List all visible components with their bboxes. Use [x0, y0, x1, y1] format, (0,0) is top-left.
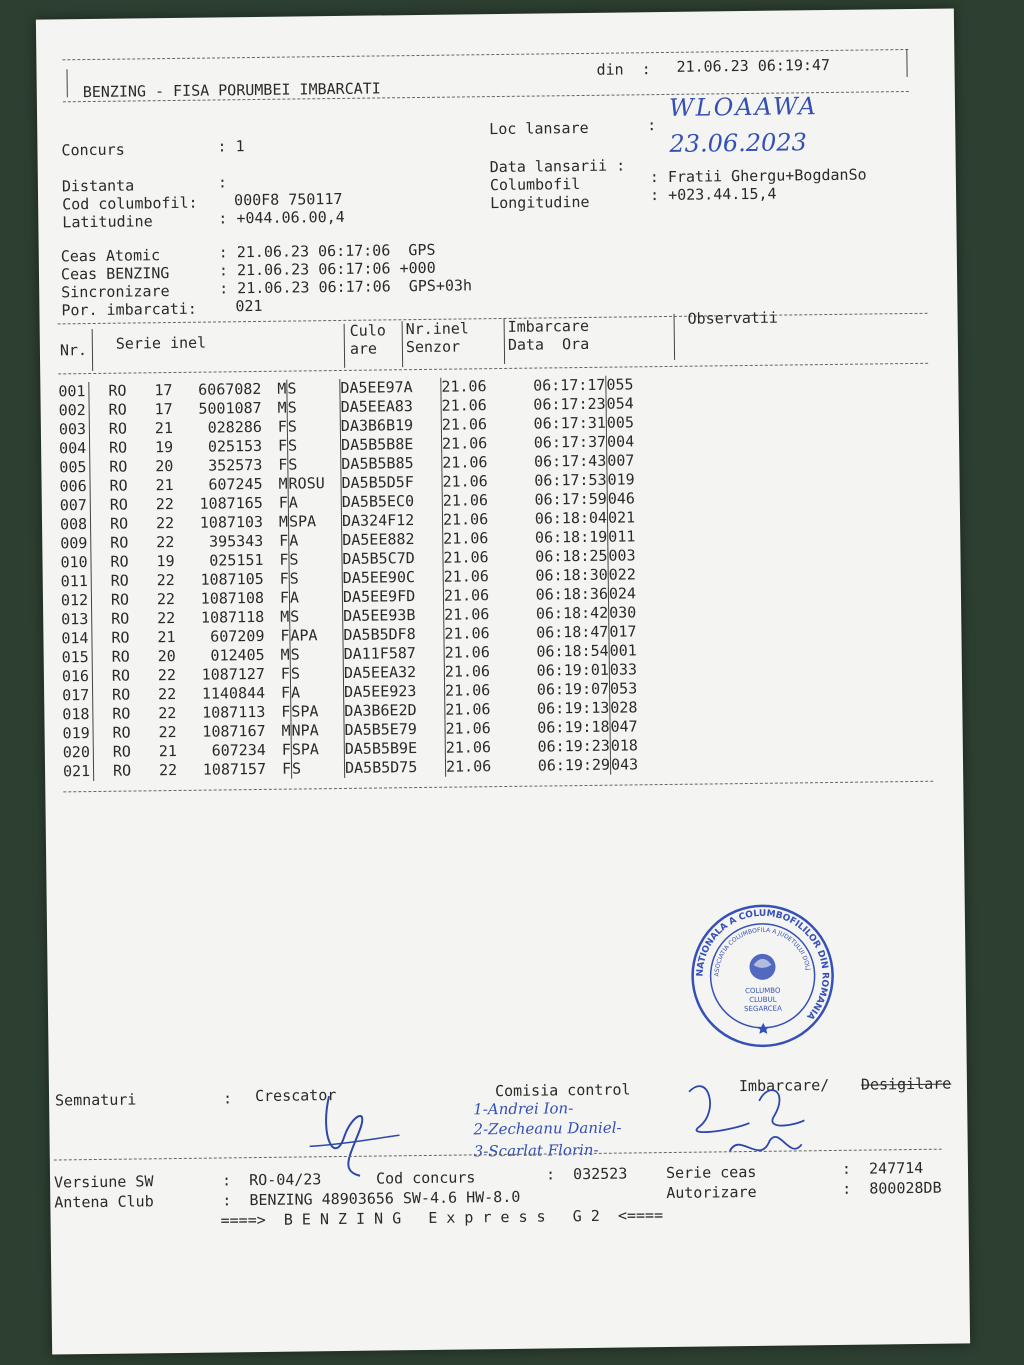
row-chip: DA5B5EC0	[341, 492, 442, 512]
row-observation: 030	[609, 603, 670, 623]
row-nr: 017	[62, 686, 93, 705]
row-color: S	[287, 379, 340, 399]
row-serial: 025153	[207, 436, 263, 456]
row-nr: 001	[58, 382, 89, 401]
row-serial: 5001087	[198, 398, 262, 418]
row-sex: F	[281, 740, 291, 759]
row-year: 20	[155, 457, 174, 476]
row-observation: 019	[607, 470, 668, 490]
row-date: 21.06	[444, 643, 513, 663]
row-sex: M	[277, 379, 287, 398]
desigilare-label: Desigilare	[860, 1074, 952, 1094]
row-nr: 002	[59, 401, 90, 420]
row-serial: 1087103	[199, 512, 264, 532]
latitudine-label: Latitudine	[62, 212, 153, 232]
row-year: 21	[155, 476, 174, 495]
row-sex: F	[277, 436, 288, 455]
row-year: 22	[158, 722, 177, 742]
row-chip: DA5EE882	[342, 530, 443, 550]
row-chip: DA5B5DF8	[343, 625, 444, 645]
row-country: RO	[109, 514, 129, 533]
row-observation: 022	[608, 565, 669, 585]
member-signature-2	[759, 1090, 804, 1126]
row-chip: DA5EEA83	[340, 397, 441, 417]
data-lansarii-handwritten: 23.06.2023	[669, 128, 808, 158]
row-chip: DA5EEA32	[343, 663, 444, 683]
row-sex: F	[279, 569, 289, 588]
row-chip: DA5B5B9E	[344, 739, 445, 759]
row-country: RO	[111, 647, 130, 666]
cod-concurs-label: Cod concurs	[375, 1168, 476, 1188]
col-divider	[402, 321, 404, 367]
loc-lansare-label: Loc lansare	[489, 118, 589, 139]
row-serial: 1087105	[200, 569, 264, 589]
row-observation: 005	[606, 413, 667, 433]
row-nr: 003	[59, 420, 90, 439]
row-observation: 007	[607, 451, 668, 471]
row-country: RO	[109, 457, 128, 476]
versiune-value: : RO-04/23	[221, 1170, 322, 1190]
row-country: RO	[112, 704, 131, 723]
row-time: 06:19:13	[536, 698, 610, 718]
stamp-outer-text: NATIONALA A COLUMBOFILILOR DIN ROMANIA	[695, 908, 830, 1022]
row-time: 06:17:59	[534, 489, 607, 509]
document-title: BENZING - FISA PORUMBEI IMBARCATI	[82, 79, 381, 102]
row-observation: 003	[608, 546, 669, 566]
col-divider	[92, 329, 94, 371]
row-year: 19	[154, 438, 174, 457]
din-label: din :	[596, 60, 651, 79]
row-time: 06:19:23	[537, 736, 610, 756]
col-header-data-ora: Data Ora	[507, 334, 590, 354]
row-year: 22	[157, 665, 177, 685]
row-date: 21.06	[442, 453, 511, 473]
row-country: RO	[109, 495, 128, 514]
row-serial: 6067082	[198, 379, 262, 399]
row-serial: 607245	[208, 474, 263, 494]
loc-lansare-handwritten: WLOAAWA	[668, 92, 818, 122]
row-observation: 053	[609, 679, 670, 699]
row-color: S	[290, 607, 343, 627]
row-time: 06:18:54	[536, 641, 609, 661]
row-nr: 005	[59, 458, 90, 477]
row-chip: DA5B5E79	[344, 720, 445, 740]
row-sex: M	[277, 398, 287, 417]
col-header-nrinel: Nr.inel	[405, 319, 470, 339]
row-color: S	[287, 398, 340, 418]
row-nr: 019	[62, 724, 93, 743]
row-country: RO	[110, 590, 130, 609]
row-date: 21.06	[445, 700, 514, 720]
row-nr: 011	[61, 572, 92, 591]
row-year: 21	[157, 627, 176, 647]
row-date: 21.06	[442, 472, 511, 492]
row-year: 22	[158, 760, 178, 780]
cod-concurs-value: : 032523	[545, 1164, 628, 1184]
row-color: S	[290, 645, 343, 665]
row-sex: M	[281, 721, 291, 740]
row-sex: F	[281, 759, 292, 778]
row-chip: DA5B5D5F	[341, 473, 442, 493]
row-time: 06:18:19	[534, 527, 608, 547]
row-country: RO	[112, 761, 132, 780]
row-time: 06:18:36	[535, 584, 609, 604]
row-serial: 1087113	[202, 702, 266, 722]
row-serial: 607209	[210, 626, 265, 646]
row-year: 21	[158, 741, 177, 761]
benzing-banner: ====> B E N Z I N G E x p r e s s G 2 <====	[220, 1206, 664, 1230]
row-country: RO	[108, 438, 128, 457]
stamp-center-line-2: CLUBUL	[749, 995, 777, 1005]
row-nr: 020	[63, 743, 94, 762]
sincronizare-label: Sincronizare	[61, 282, 170, 302]
row-chip: DA5B5B85	[341, 454, 442, 474]
row-time: 06:18:42	[535, 603, 609, 623]
member-signature-1	[689, 1086, 750, 1133]
col-divider	[344, 324, 346, 368]
row-date: 21.06	[443, 567, 512, 587]
row-time: 06:19:07	[536, 679, 610, 699]
row-color: S	[290, 664, 343, 684]
row-nr: 007	[60, 496, 91, 515]
loc-lansare-colon: :	[647, 116, 657, 135]
row-sex: F	[278, 493, 288, 512]
row-chip: DA11F587	[343, 644, 444, 664]
row-time: 06:18:04	[534, 508, 608, 528]
serie-ceas-label: Serie ceas	[665, 1162, 757, 1183]
row-chip: DA5EE923	[344, 682, 445, 702]
table-bottom-rule	[63, 781, 933, 793]
row-nr: 004	[59, 439, 90, 458]
row-date: 21.06	[443, 529, 512, 549]
printed-sheet	[36, 8, 970, 1354]
row-country: RO	[111, 628, 130, 647]
row-sex: M	[280, 645, 290, 664]
row-year: 21	[154, 419, 174, 438]
row-serial: 1087127	[201, 664, 265, 684]
row-chip: DA3B6B19	[340, 416, 441, 436]
row-chip: DA5B5D75	[344, 758, 445, 778]
row-color: A	[288, 493, 341, 513]
row-year: 22	[155, 495, 174, 514]
row-serial: 352573	[208, 455, 263, 475]
row-country: RO	[112, 723, 131, 742]
row-year: 20	[157, 646, 176, 666]
row-color: ROSU	[288, 474, 341, 494]
row-year: 22	[156, 590, 176, 609]
versiune-label: Versiune SW	[53, 1172, 154, 1192]
row-nr: 010	[60, 553, 91, 572]
row-observation: 021	[607, 508, 668, 528]
row-year: 17	[154, 400, 173, 419]
row-serial: 1087118	[200, 607, 265, 627]
row-time: 06:18:30	[535, 565, 608, 585]
data-lansarii-label: Data lansarii :	[489, 156, 626, 177]
row-observation: 046	[607, 489, 668, 509]
row-year: 22	[156, 571, 175, 590]
table-header-rule	[58, 363, 928, 375]
col-header-culo: Culo	[349, 321, 386, 340]
row-date: 21.06	[441, 434, 510, 454]
row-chip: DA5EE90C	[342, 568, 443, 588]
row-observation: 024	[608, 584, 669, 604]
row-sex: F	[277, 417, 287, 436]
crescator-label: Crescator	[254, 1086, 337, 1106]
row-serial: 1087167	[202, 721, 266, 741]
row-nr: 015	[62, 648, 93, 667]
row-date: 21.06	[442, 510, 511, 530]
row-time: 06:19:01	[536, 660, 609, 680]
row-year: 22	[155, 514, 175, 533]
antena-label: Antena Club	[54, 1192, 154, 1212]
row-country: RO	[108, 400, 127, 419]
row-sex: F	[278, 455, 288, 474]
row-observation: 055	[606, 375, 667, 395]
row-sex: F	[280, 626, 290, 645]
row-date: 21.06	[441, 415, 510, 435]
row-country: RO	[108, 381, 127, 400]
row-color: A	[291, 683, 344, 703]
row-country: RO	[108, 419, 128, 438]
row-country: RO	[111, 666, 131, 685]
row-time: 06:17:53	[534, 470, 607, 490]
autorizare-label: Autorizare	[666, 1182, 757, 1203]
row-color: S	[287, 436, 340, 456]
concurs-label: Concurs	[61, 140, 125, 160]
row-date: 21.06	[444, 624, 513, 644]
imbarcare-label: Imbarcare/	[738, 1076, 830, 1096]
col-header-serie: Serie inel	[115, 333, 207, 353]
row-color: S	[289, 550, 342, 570]
stamp-inner-text: ASOCIATIA COLUMBOFILA A JUDETULUI DOLJ	[713, 926, 812, 977]
row-date: 21.06	[442, 491, 511, 511]
col-header-are: are	[349, 339, 378, 358]
row-serial: 607234	[211, 740, 266, 760]
row-year: 17	[154, 381, 173, 400]
row-country: RO	[110, 552, 129, 571]
row-date: 21.06	[443, 586, 512, 606]
row-color: S	[291, 759, 344, 779]
longitudine-value: : +023.44.15,4	[649, 184, 777, 205]
row-color: S	[289, 569, 342, 589]
club-stamp	[687, 900, 839, 1052]
row-time: 06:18:47	[536, 622, 609, 642]
row-year: 22	[158, 703, 177, 723]
row-sex: F	[281, 702, 291, 721]
row-sex: M	[278, 512, 289, 531]
row-sex: M	[280, 607, 290, 626]
ceas-benzing-value: : 21.06.23 06:17:06 +000	[218, 258, 436, 280]
row-time: 06:17:17	[533, 375, 606, 395]
row-nr: 009	[60, 534, 91, 553]
commission-member-3: 3-Scarlat Florin-	[473, 1140, 599, 1161]
row-country: RO	[109, 476, 128, 495]
row-sex: F	[279, 531, 289, 550]
row-year: 19	[156, 552, 175, 571]
porumbei-imbarcati-value: 021	[235, 296, 263, 316]
row-nr: 021	[63, 762, 94, 781]
row-date: 21.06	[444, 662, 513, 682]
row-serial: 012405	[210, 645, 265, 665]
comisia-label: Comisia control	[494, 1080, 631, 1101]
row-date: 21.06	[441, 396, 510, 416]
row-year: 22	[156, 533, 175, 552]
row-nr: 013	[61, 610, 92, 629]
row-observation: 033	[609, 660, 670, 680]
row-serial: 025151	[209, 550, 264, 570]
longitudine-label: Longitudine	[490, 192, 590, 213]
row-country: RO	[110, 571, 129, 590]
distanta-label: Distanta	[61, 176, 135, 196]
row-nr: 012	[61, 591, 92, 610]
autorizare-value: : 800028DB	[842, 1178, 942, 1198]
serie-ceas-value: : 247714	[841, 1158, 924, 1178]
col-header-imbarcare: Imbarcare	[507, 316, 590, 336]
row-country: RO	[112, 742, 131, 761]
row-country: RO	[110, 533, 129, 552]
row-serial: 395343	[208, 531, 264, 551]
row-color: SPA	[288, 512, 341, 532]
row-serial: 1140844	[201, 683, 266, 703]
row-date: 21.06	[443, 548, 512, 568]
row-sex: F	[279, 588, 290, 607]
col-divider	[674, 314, 676, 360]
row-serial: 028286	[207, 417, 262, 437]
col-header-senzor: Senzor	[405, 337, 461, 357]
row-time: 06:18:25	[535, 546, 608, 566]
row-date: 21.06	[445, 719, 514, 739]
porumbei-imbarcati-label: Por. imbarcati:	[61, 299, 198, 320]
header-right-bar	[906, 49, 907, 77]
cod-columbofil-value: 000F8 750117	[233, 189, 343, 210]
row-time: 06:19:29	[537, 755, 611, 775]
row-color: SPA	[291, 740, 344, 760]
antena-value: : BENZING 48903656 SW-4.6 HW-8.0	[222, 1187, 521, 1210]
pigeon-table	[58, 375, 671, 781]
columbofil-value: : Fratii Ghergu+BogdanSo	[649, 165, 867, 187]
ceas-benzing-label: Ceas BENZING	[60, 264, 170, 284]
row-date: 21.06	[441, 377, 510, 397]
row-serial: 1087108	[200, 588, 265, 608]
row-date: 21.06	[445, 757, 514, 777]
row-time: 06:19:18	[537, 717, 610, 737]
distanta-value: :	[217, 173, 228, 192]
columbofil-label: Columbofil	[489, 175, 581, 195]
row-date: 21.06	[445, 738, 514, 758]
row-observation: 017	[609, 622, 670, 642]
row-color: SPA	[291, 702, 344, 722]
row-country: RO	[111, 685, 131, 704]
row-nr: 014	[61, 629, 92, 648]
row-observation: 004	[606, 432, 667, 452]
din-timestamp: 21.06.23 06:19:47	[676, 55, 831, 76]
row-observation: 018	[610, 736, 671, 756]
col-header-observatii: Observatii	[687, 308, 778, 328]
row-year: 22	[157, 684, 177, 704]
member-signature-3	[730, 1137, 802, 1152]
stamp-center-line-3: SEGARCEA	[744, 1004, 782, 1014]
row-observation: 001	[609, 641, 670, 661]
row-chip: DA3B6E2D	[344, 701, 445, 721]
row-sex: F	[280, 683, 291, 702]
row-observation: 043	[610, 755, 671, 775]
row-chip: DA5B5C7D	[342, 549, 443, 569]
row-chip: DA324F12	[341, 511, 442, 531]
row-color: A	[289, 531, 342, 551]
row-year: 22	[157, 609, 176, 628]
row-observation: 047	[610, 717, 671, 737]
row-observation: 054	[606, 394, 667, 414]
row-chip: DA5EE9FD	[342, 587, 443, 607]
stamp-star-icon	[757, 1023, 769, 1034]
crescator-signature	[326, 1096, 363, 1176]
ceas-atomic-label: Ceas Atomic	[60, 246, 161, 266]
latitudine-value: : +044.06.00,4	[218, 207, 345, 228]
row-chip: DA5B5B8E	[340, 435, 441, 455]
sincronizare-value: : 21.06.23 06:17:06 GPS+03h	[219, 276, 473, 298]
row-color: S	[288, 455, 341, 475]
row-time: 06:17:31	[533, 413, 606, 433]
row-time: 06:17:43	[533, 451, 607, 471]
row-nr: 016	[62, 667, 93, 686]
row-date: 21.06	[444, 681, 513, 701]
commission-member-2: 2-Zecheanu Daniel-	[473, 1118, 622, 1139]
row-sex: F	[279, 550, 289, 569]
row-nr: 006	[59, 477, 90, 496]
ceas-atomic-value: : 21.06.23 06:17:06 GPS	[218, 240, 436, 262]
row-serial: 1087165	[199, 493, 263, 513]
row-sex: M	[278, 474, 288, 493]
row-date: 21.06	[444, 605, 513, 625]
col-divider	[504, 318, 506, 364]
row-time: 06:17:37	[533, 432, 607, 452]
row-color: A	[289, 588, 342, 608]
semnaturi-label: Semnaturi	[54, 1090, 137, 1110]
row-sex: F	[280, 664, 290, 683]
header-left-bar	[66, 69, 67, 97]
cod-columbofil-label: Cod columbofil:	[62, 193, 198, 214]
commission-member-1: 1-Andrei Ion-	[473, 1099, 574, 1119]
row-color: S	[287, 417, 340, 437]
row-nr: 018	[62, 705, 93, 724]
row-country: RO	[111, 609, 130, 628]
stamp-center-line-1: COLUMBO	[745, 986, 781, 996]
row-chip: DA5EE97A	[340, 378, 441, 398]
concurs-value: : 1	[217, 137, 245, 156]
row-observation: 028	[610, 698, 671, 718]
row-nr: 008	[60, 515, 91, 534]
row-color: NPA	[291, 721, 344, 741]
col-header-nr: Nr.	[59, 341, 88, 360]
row-observation: 011	[608, 527, 669, 547]
row-serial: 1087157	[202, 759, 267, 779]
row-chip: DA5EE93B	[343, 606, 444, 626]
row-color: APA	[290, 626, 343, 646]
row-time: 06:17:23	[533, 394, 606, 414]
semnaturi-colon: :	[222, 1089, 233, 1108]
